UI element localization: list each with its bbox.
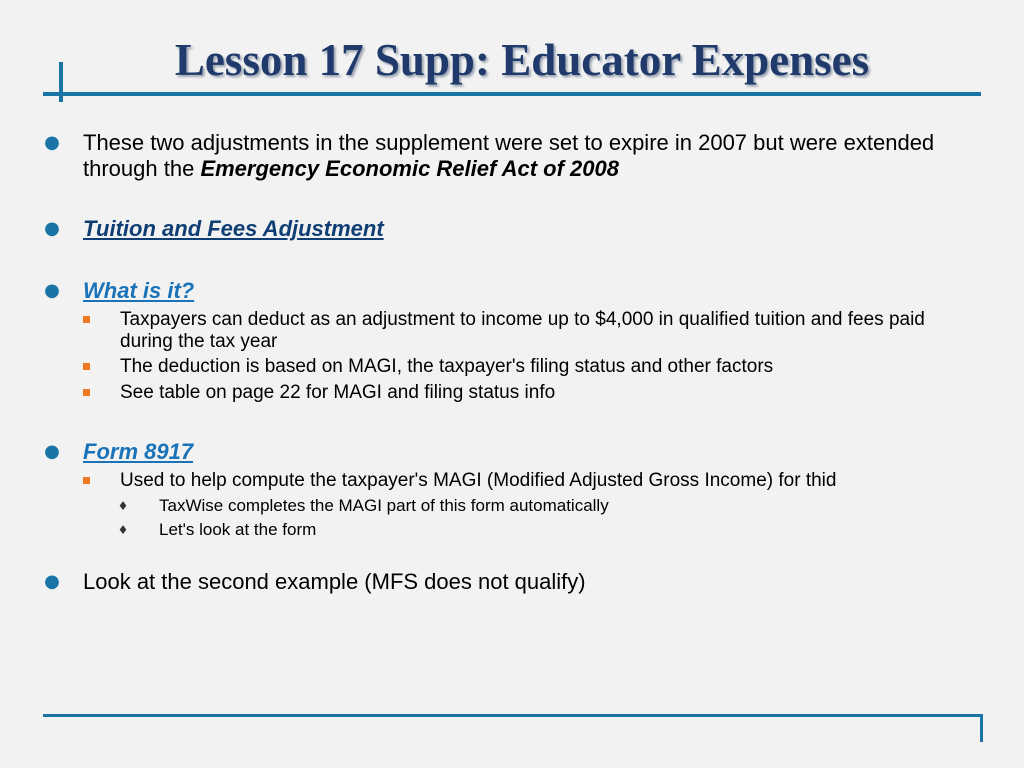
title-rule [43,92,981,96]
what-is-it-link[interactable]: What is it? [83,278,195,303]
sub-sub-bullet-item [117,496,979,516]
square-bullet-icon [83,363,90,370]
sub-bullet-text: See table on page 22 for MAGI and filing status info [120,382,556,403]
square-bullet-icon [83,316,90,323]
diamond-bullet-icon: ♦ [117,523,129,537]
bullet-item [44,569,983,595]
tuition-fees-link[interactable]: Tuition and Fees Adjustment [83,216,384,241]
footer-accent-tick [980,714,983,742]
bullet-text: Look at the second example (MFS does not qualify) [83,569,586,594]
disc-bullet-icon: ● [44,218,60,239]
disc-bullet-icon: ● [44,441,60,462]
form-8917-link[interactable]: Form 8917 [83,439,194,464]
disc-bullet-icon: ● [44,571,60,592]
bullet-item [44,216,983,242]
disc-bullet-icon: ● [44,132,60,153]
sub-bullet-item [120,356,980,378]
footer-rule [43,714,983,717]
bullet-item [44,278,983,304]
sub-bullet-item [120,309,980,353]
bullet-item [44,130,983,182]
sub-sub-bullet-item [117,520,979,540]
sub-bullet-text: The deduction is based on MAGI, the taxpayer's filing status and other factors [120,356,774,377]
diamond-bullet-icon: ♦ [117,499,129,513]
sub-sub-bullet-text: Let's look at the form [159,520,317,539]
act-name-emphasis: Emergency Economic Relief Act of 2008 [200,156,619,181]
sub-bullet-item [120,382,980,404]
bullet-text: These two adjustments in the supplement were set to expire in 2007 but were extended through the [83,130,935,181]
sub-bullet-text: Taxpayers can deduct as an adjustment to income up to $4,000 in qualified tuition and fees paid during the tax year [120,309,925,352]
sub-sub-bullet-text: TaxWise completes the MAGI part of this form automatically [159,496,609,515]
square-bullet-icon [83,389,90,396]
sub-bullet-item [120,470,980,492]
disc-bullet-icon: ● [44,280,60,301]
bullet-item [44,439,983,465]
sub-bullet-text: Used to help compute the taxpayer's MAGI (Modified Adjusted Gross Income) for thid [120,470,837,491]
square-bullet-icon [83,477,90,484]
slide-title: Lesson 17 Supp: Educator Expenses [174,35,870,85]
